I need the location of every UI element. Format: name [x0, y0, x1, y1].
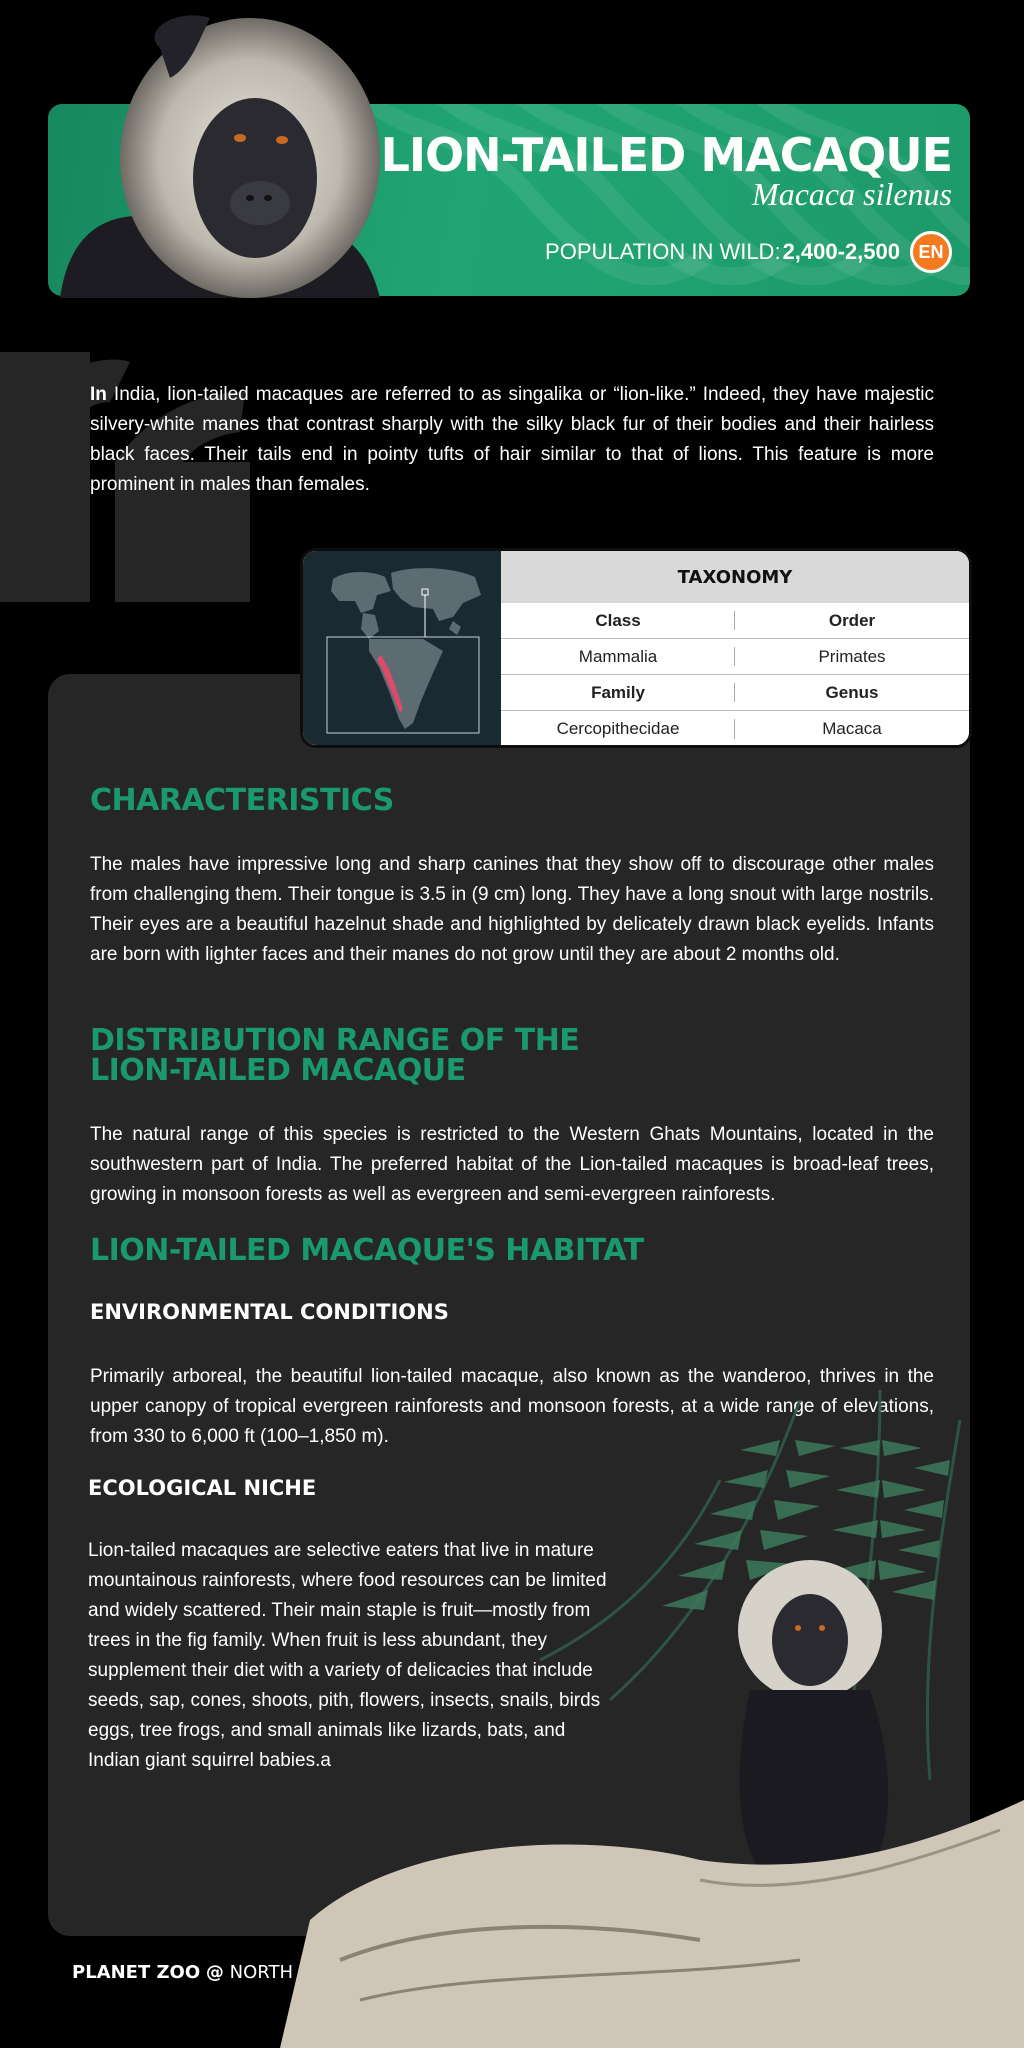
taxonomy-row [501, 711, 969, 747]
seated-macaque [738, 1560, 888, 1880]
characteristics-heading: CHARACTERISTICS [90, 783, 394, 818]
page-title: LION-TAILED MACAQUE [380, 128, 952, 182]
distribution-heading-line2: LION-TAILED MACAQUE [90, 1053, 466, 1088]
conservation-status-badge: EN [910, 231, 952, 273]
distribution-heading [90, 1023, 580, 1088]
taxonomy-row [501, 603, 969, 639]
taxonomy-card [300, 548, 972, 748]
footer-brand [72, 1962, 293, 1983]
taxonomy-class-label: Class [501, 603, 735, 638]
population-value: 2,400-2,500 [782, 239, 900, 264]
taxonomy-order-value: Primates [818, 646, 886, 666]
intro-text: India, lion-tailed macaques are referred to as singalika or “lion-like.” Indeed, they have majestic silvery-white manes that contrast sharply with the silky black fur of their bodies and their hairless black faces. Their tails end in pointy tufts of hair similar to that of lions. This feature is more prominent in males than females. [90, 384, 934, 495]
range-map [303, 551, 501, 745]
footer-at: @ [205, 1962, 224, 1983]
india-map-image [303, 551, 501, 748]
taxonomy-order-label: Order [828, 610, 876, 630]
habitat-heading: LION-TAILED MACAQUE'S HABITAT [90, 1233, 644, 1268]
taxonomy-genus-value: Macaca [822, 719, 882, 738]
scientific-name: Macaca silenus [752, 176, 952, 212]
taxonomy-row [501, 675, 969, 711]
distribution-heading-line1: DISTRIBUTION RANGE OF THE [90, 1023, 580, 1058]
taxonomy-title: TAXONOMY [501, 551, 969, 603]
taxonomy-family-value: Cercopithecidae [501, 711, 735, 747]
taxonomy-row [501, 639, 969, 675]
distribution-text: The natural range of this species is restricted to the Western Ghats Mountains, located in the southwestern part of India. The preferred habitat of the Lion-tailed macaques is broad-leaf trees, growing in monsoon forests as well as evergreen and semi-evergreen rainforests. [90, 1124, 934, 1205]
intro-lead: In [90, 384, 107, 405]
macaque-portrait-image [50, 8, 410, 298]
footer-brand-name: PLANET ZOO [72, 1962, 201, 1983]
ecological-niche-heading: ECOLOGICAL NICHE [88, 1476, 317, 1500]
taxonomy-class-value: Mammalia [501, 639, 735, 674]
taxonomy-genus-label: Genus [825, 682, 879, 702]
intro-paragraph [90, 380, 934, 500]
environmental-conditions-text: Primarily arboreal, the beautiful lion-tailed macaque, also known as the wanderoo, thrives in the upper canopy of tropical evergreen rainforests and monsoon forests, at a wide range of elevations, from 330 to 6,000 ft (100–1,850 m). [90, 1366, 934, 1447]
characteristics-text: The males have impressive long and sharp canines that they show off to discourage other males from challenging them. Their tongue is 3.5 in (9 cm) long. They have a long snout with large nostrils. Their eyes are a beautiful hazelnut shade and highlighted by delicately drawn black eyelids. Infants are born with lighter faces and their manes do not grow until they are about 2 months old. [90, 854, 934, 965]
footer-suffix: NORTH [229, 1962, 293, 1983]
population-label: POPULATION IN WILD: [545, 239, 781, 264]
environmental-conditions-heading: ENVIRONMENTAL CONDITIONS [90, 1300, 449, 1324]
ecological-niche-text: Lion-tailed macaques are selective eaters that live in mature mountainous rainforests, where food resources can be limited and widely scattered. Their main staple is fruit—mostly from trees in the fig family. When fruit is less abundant, they supplement their diet with a variety of delicacies that include seeds, sap, cones, shoots, pith, flowers, insects, snails, birds eggs, tree frogs, and small animals like lizards, bats, and Indian giant squirrel babies.a [88, 1540, 607, 1771]
taxonomy-family-label: Family [501, 675, 735, 710]
taxonomy-table [501, 551, 969, 745]
population-row [545, 230, 952, 274]
